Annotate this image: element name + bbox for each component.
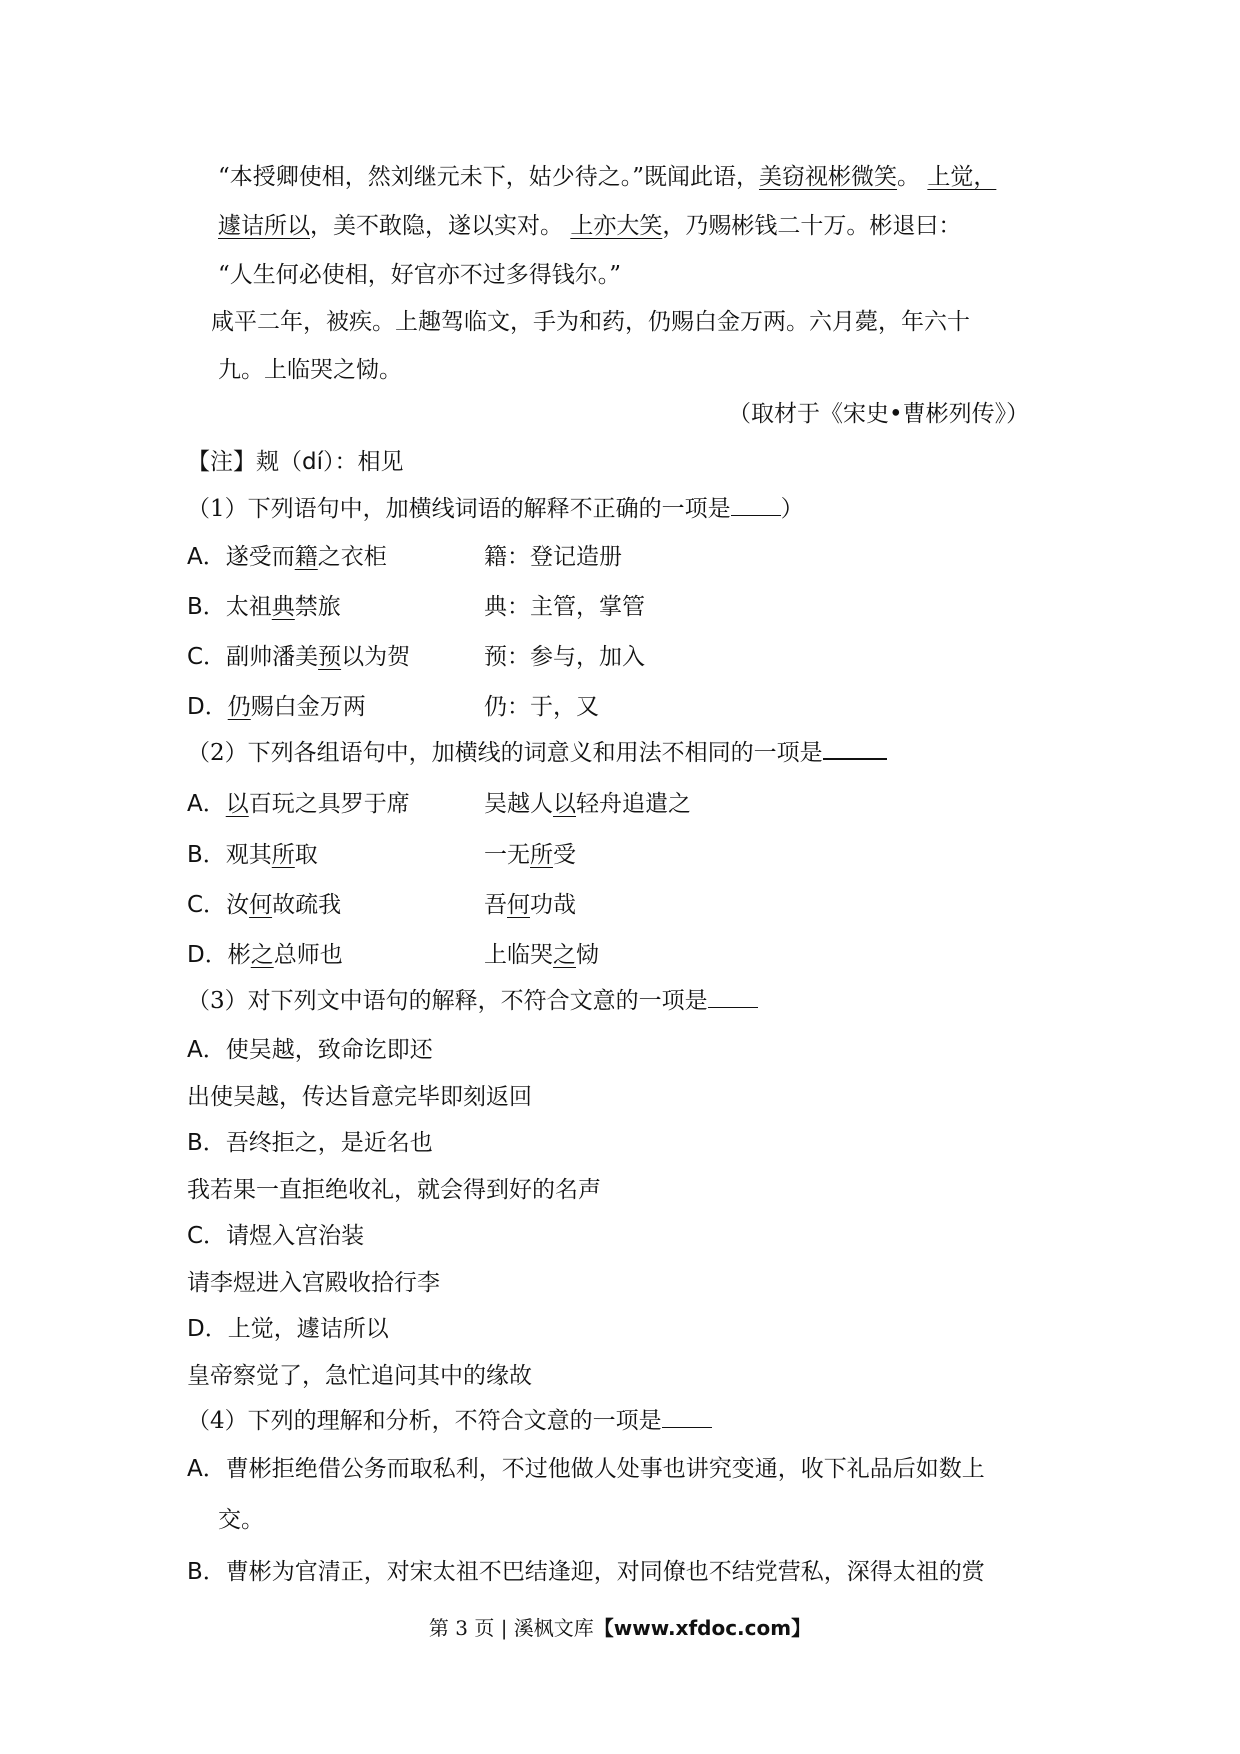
option-text: 吾终拒之，是近名也 [225, 1130, 433, 1156]
site-link[interactable]: 【www.xfdoc.com】 [593, 1616, 812, 1640]
question-text: （3）对下列文中语句的解释，不符合文意的一项是 [187, 988, 708, 1014]
option-letter: C． [187, 1223, 227, 1249]
option-letter: A． [187, 1037, 226, 1063]
underlined-phrase: 美窃视彬微笑 [759, 164, 898, 190]
option-letter: A． [187, 1456, 226, 1482]
q2-option-a [187, 787, 410, 821]
option-text: 一无 [484, 842, 530, 868]
underlined-word: 以 [553, 791, 576, 817]
option-text: 曹彬拒绝借公务而取私利，不过他做人处事也讲究变通，收下礼品后如数上 [225, 1456, 985, 1482]
option-text: 副帅潘美 [226, 644, 319, 670]
q3-option-a-explain: 出使吴越，传达旨意完毕即刻返回 [187, 1084, 532, 1110]
underlined-word: 所 [530, 842, 553, 868]
option-text: 曹彬为官清正，对宋太祖不巴结逢迎，对同僚也不结党营私，深得太祖的赏 [225, 1559, 985, 1585]
q4-option-b [187, 1555, 985, 1589]
question-2-stem [187, 736, 887, 770]
q1-option-a-explain: 籍：登记造册 [484, 544, 622, 570]
question-3-stem [187, 984, 758, 1018]
q3-option-b-explain: 我若果一直拒绝收礼，就会得到好的名声 [187, 1177, 601, 1203]
q3-option-d-explain: 皇帝察觉了，急忙追问其中的缘故 [187, 1363, 532, 1389]
answer-blank [731, 495, 781, 516]
annotation-note [187, 445, 404, 479]
question-text: （1）下列语句中，加横线词语的解释不正确的一项是 [187, 496, 731, 522]
q3-option-c [187, 1219, 364, 1253]
passage-text: ，美不敢隐，遂以实对。 [310, 213, 571, 239]
question-4-stem [187, 1404, 712, 1438]
option-letter: D． [187, 694, 228, 720]
underlined-phrase: 上觉， [927, 164, 997, 190]
question-text: ） [780, 496, 804, 522]
option-text: 总师也 [273, 942, 343, 968]
option-text: 彬 [227, 942, 251, 968]
q3-option-c-explain: 请李煜进入宫殿收拾行李 [187, 1270, 440, 1296]
q3-option-a [187, 1033, 433, 1067]
option-letter: B． [187, 1130, 226, 1156]
underlined-phrase: 遽诘所以 [218, 213, 310, 239]
underlined-phrase: 上亦大笑 [570, 213, 663, 239]
option-text: 以为贺 [341, 644, 411, 670]
passage-source: （取材于《宋史•曹彬列传》） [728, 401, 1030, 427]
passage-text: ，乃赐彬钱二十万。彬退曰： [662, 213, 962, 239]
option-text: 太祖 [225, 594, 272, 620]
q3-option-d [187, 1312, 389, 1346]
page-number: 第 3 页 [428, 1616, 495, 1640]
answer-blank [662, 1407, 712, 1428]
page-footer [0, 1614, 1240, 1642]
q2-option-b-right [484, 838, 576, 872]
underlined-word: 预 [318, 644, 342, 670]
q1-option-c-explain: 预：参与，加入 [484, 644, 645, 670]
underlined-word: 籍 [294, 544, 318, 570]
question-text: （2）下列各组语句中，加横线的词意义和用法不相同的一项是 [187, 740, 823, 766]
q1-option-a [187, 540, 387, 574]
option-text: 观其 [225, 842, 272, 868]
passage-line-3: “人生何必使相，好官亦不过多得钱尔。” [218, 262, 622, 288]
note-text: 觌（ [256, 449, 302, 475]
underlined-word: 所 [271, 842, 295, 868]
option-text: 恸 [576, 942, 599, 968]
option-text: 之衣柜 [317, 544, 387, 570]
option-text: 受 [553, 842, 576, 868]
question-text: （4）下列的理解和分析，不符合文意的一项是 [187, 1408, 662, 1434]
q4-option-a [187, 1452, 985, 1486]
option-letter: C． [187, 892, 227, 918]
q2-option-d-right [484, 938, 599, 972]
underlined-word: 典 [271, 594, 295, 620]
note-label: 【注】 [187, 449, 256, 475]
q2-option-b [187, 838, 318, 872]
option-text: 使吴越，致命讫即还 [225, 1037, 433, 1063]
option-letter: D． [187, 1316, 228, 1342]
q2-option-d [187, 938, 343, 972]
option-letter: C． [187, 644, 227, 670]
option-letter: A． [187, 544, 226, 570]
q1-option-d [187, 690, 366, 724]
option-text: 赐白金万两 [250, 694, 366, 720]
option-letter: B． [187, 594, 226, 620]
option-text: 轻舟追遣之 [576, 791, 691, 817]
q2-option-c [187, 888, 341, 922]
option-text: 百玩之具罗于席 [248, 791, 410, 817]
question-1-stem [187, 492, 804, 526]
option-text: 禁旅 [294, 594, 341, 620]
q2-option-c-right [484, 888, 576, 922]
underlined-word: 之 [553, 942, 576, 968]
underlined-word: 以 [225, 791, 249, 817]
q2-option-a-right [484, 787, 691, 821]
option-text: 上觉，遽诘所以 [227, 1316, 389, 1342]
q1-option-b [187, 590, 341, 624]
option-letter: A． [187, 791, 226, 817]
passage-text: “本授卿使相，然刘继元未下，姑少待之。”既闻此语， [218, 164, 760, 190]
q3-option-b [187, 1126, 433, 1160]
option-text: 故疏我 [272, 892, 342, 918]
underlined-word: 仍 [227, 694, 251, 720]
underlined-word: 何 [249, 892, 273, 918]
underlined-word: 之 [250, 942, 274, 968]
option-text: 吾 [484, 892, 507, 918]
footer-separator: | [494, 1616, 514, 1640]
passage-line-4: 咸平二年，被疾。上趣驾临文，手为和药，仍赐白金万两。六月薨，年六十 [211, 309, 970, 335]
q1-option-d-explain: 仍：于，又 [484, 694, 599, 720]
q1-option-c [187, 640, 410, 674]
q4-option-a-cont: 交。 [218, 1507, 264, 1533]
option-letter: B． [187, 842, 226, 868]
note-pinyin: dí [302, 449, 323, 475]
underlined-word: 何 [507, 892, 530, 918]
passage-text: 。 [897, 164, 928, 190]
option-text: 吴越人 [484, 791, 553, 817]
option-text: 遂受而 [225, 544, 295, 570]
note-text: ）：相见 [323, 449, 404, 475]
answer-blank [823, 738, 887, 760]
option-letter: D． [187, 942, 228, 968]
option-letter: B． [187, 1559, 226, 1585]
option-text: 上临哭 [484, 942, 553, 968]
answer-blank [708, 987, 758, 1008]
passage-line-5: 九。上临哭之恸。 [218, 357, 402, 383]
library-name: 溪枫文库 [513, 1616, 594, 1640]
passage-line-2 [218, 209, 961, 243]
passage-line-1 [218, 160, 996, 194]
q1-option-b-explain: 典：主管，掌管 [484, 594, 645, 620]
option-text: 汝 [226, 892, 250, 918]
option-text: 功哉 [530, 892, 576, 918]
option-text: 取 [294, 842, 318, 868]
option-text: 请煜入宫治装 [226, 1223, 365, 1249]
